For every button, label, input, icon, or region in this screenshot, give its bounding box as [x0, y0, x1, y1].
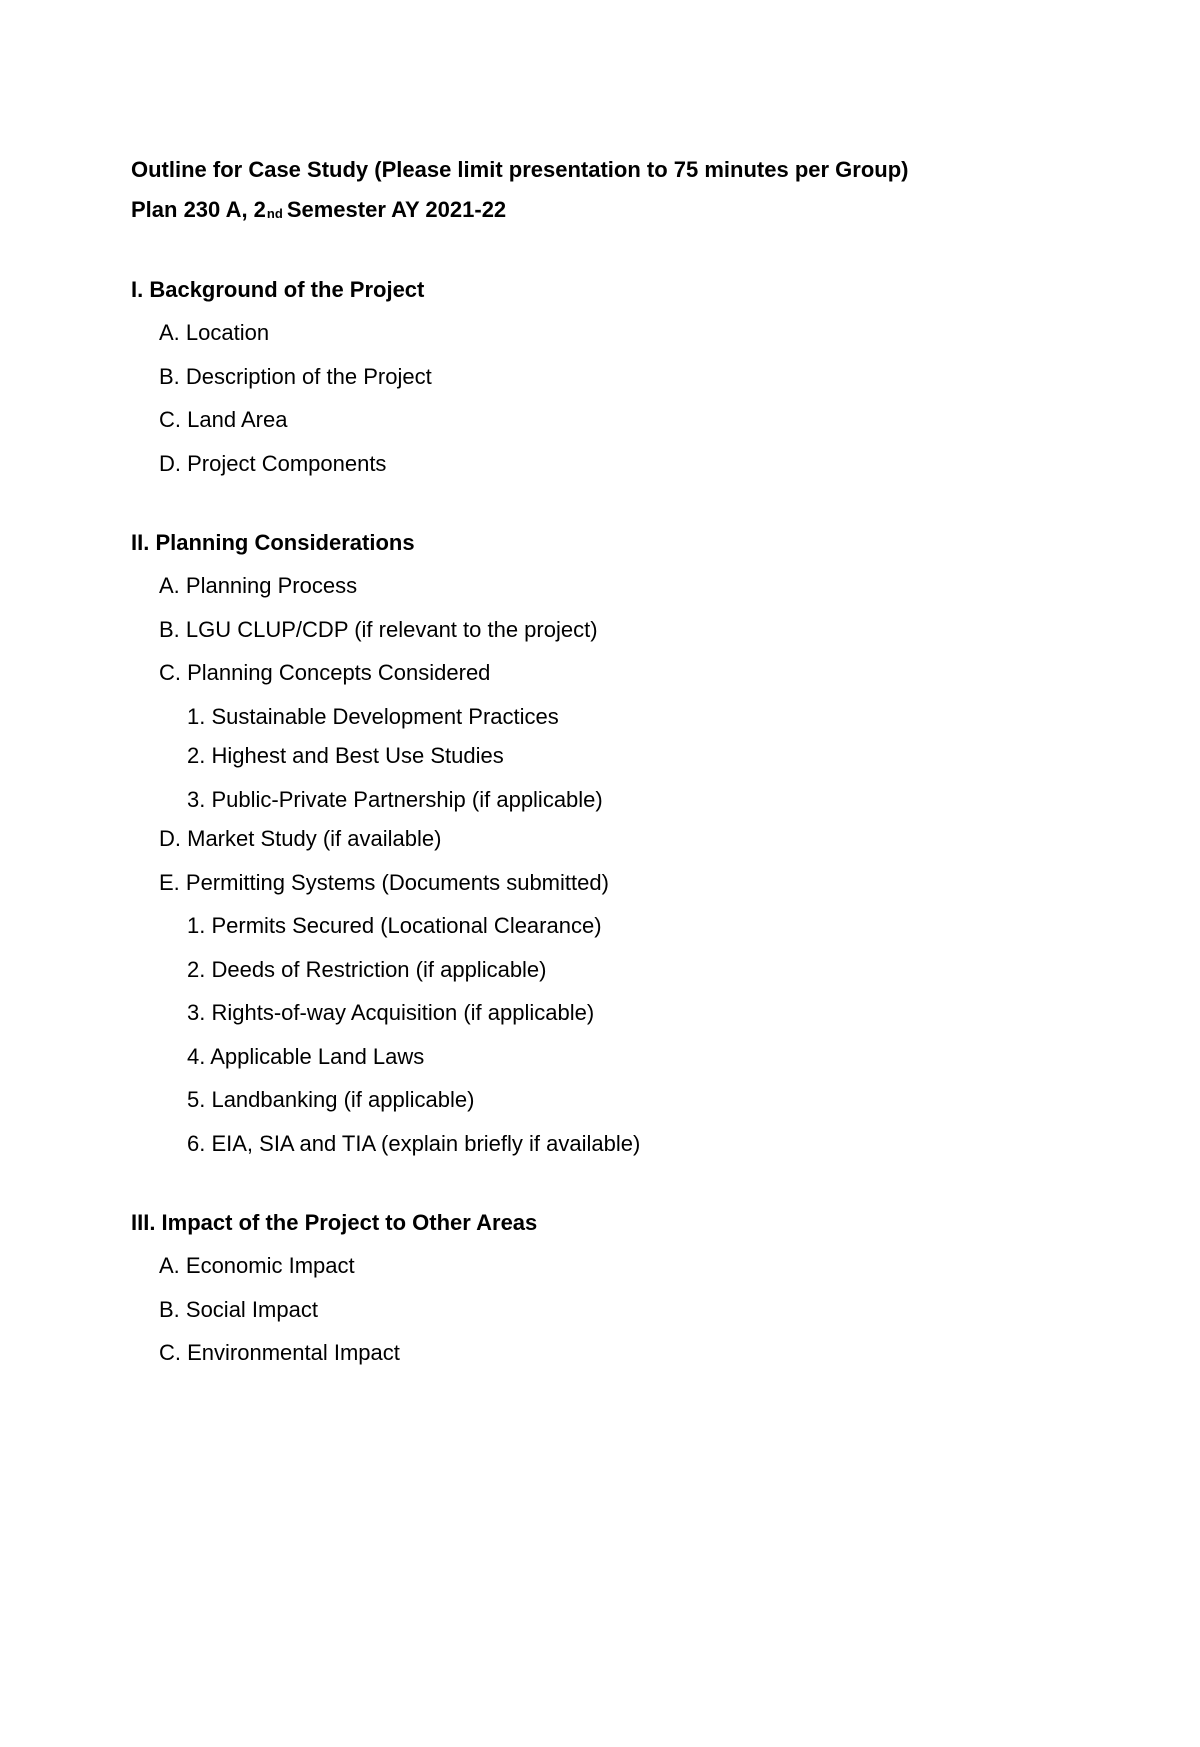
outline-item: D. Market Study (if available)	[159, 826, 442, 851]
outline-subitem: 5. Landbanking (if applicable)	[187, 1087, 475, 1112]
section-heading: II. Planning Considerations	[131, 530, 415, 555]
outline-item: E. Permitting Systems (Documents submitted)	[159, 870, 609, 895]
section-heading: I. Background of the Project	[131, 277, 425, 302]
outline-item: C. Environmental Impact	[159, 1340, 400, 1365]
outline-item: A. Economic Impact	[159, 1253, 355, 1278]
outline-item: B. Social Impact	[159, 1297, 318, 1322]
outline-subitem: 3. Public-Private Partnership (if applicable)	[187, 787, 603, 812]
outline-item: D. Project Components	[159, 451, 387, 476]
document-title: Outline for Case Study (Please limit presentation to 75 minutes per Group)	[131, 157, 909, 182]
course-ordinal: nd	[266, 206, 283, 221]
outline-item: C. Land Area	[159, 407, 288, 432]
outline-item: B. LGU CLUP/CDP (if relevant to the project)	[159, 617, 598, 642]
outline-subitem: 2. Highest and Best Use Studies	[187, 743, 504, 768]
outline-subitem: 4. Applicable Land Laws	[187, 1044, 425, 1069]
outline-item: B. Description of the Project	[159, 364, 432, 389]
outline-subitem: 1. Sustainable Development Practices	[187, 704, 559, 729]
course-suffix: Semester AY 2021-22	[286, 197, 507, 222]
course-line	[131, 197, 506, 226]
outline-item: A. Location	[159, 320, 270, 345]
outline-subitem: 6. EIA, SIA and TIA (explain briefly if available)	[187, 1131, 641, 1156]
outline-subitem: 1. Permits Secured (Locational Clearance)	[187, 913, 602, 938]
outline-subitem: 2. Deeds of Restriction (if applicable)	[187, 957, 547, 982]
section-heading: III. Impact of the Project to Other Areas	[131, 1210, 538, 1235]
course-prefix: Plan 230 A, 2	[131, 197, 266, 222]
outline-item: C. Planning Concepts Considered	[159, 660, 491, 685]
outline-subitem: 3. Rights-of-way Acquisition (if applicable)	[187, 1000, 595, 1025]
outline-item: A. Planning Process	[159, 573, 358, 598]
